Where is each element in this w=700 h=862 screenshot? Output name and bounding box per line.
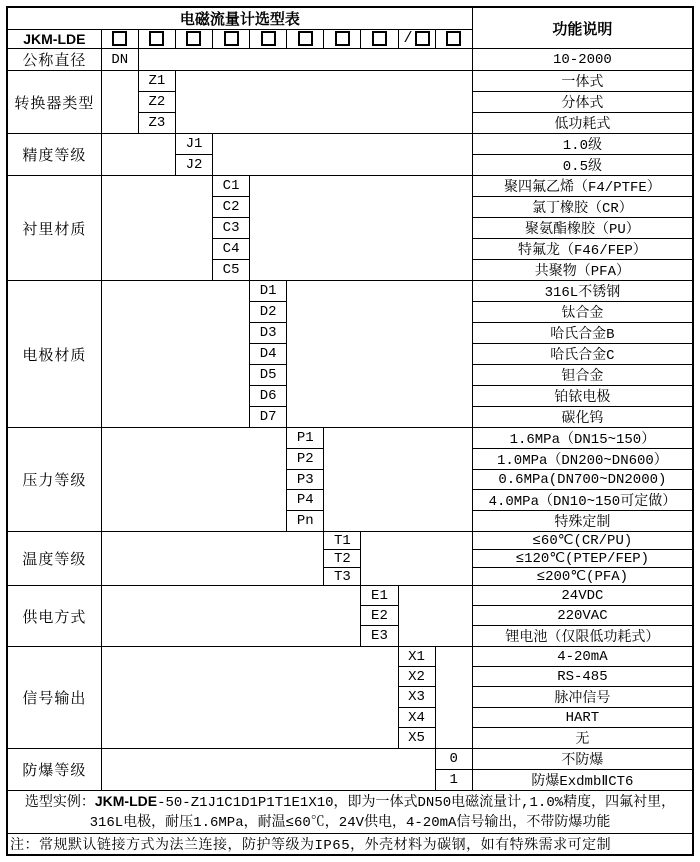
spacer-cell [101,428,286,532]
checkbox-icon [335,31,350,46]
checkbox-icon [298,31,313,46]
spacer-cell [250,176,473,281]
code-cell: X1 [398,647,435,667]
code-cell: Z1 [138,71,175,92]
desc-cell: ≤60℃(CR/PU) [472,532,693,550]
code-cell: E2 [361,606,398,626]
model-box-cell-10 [435,30,472,49]
section-label-pressure: 压力等级 [7,428,101,532]
table-row [7,176,693,197]
selection-example [7,791,693,834]
spacer-cell [324,428,472,532]
code-cell: 0 [435,749,472,770]
example-text-line2: 316L电极，耐压1.6MPa，耐温≤60℃，24V供电，4-20mA信号输出，不带防爆功能 [89,815,611,831]
checkbox-icon [224,31,239,46]
code-cell: Z3 [138,113,175,134]
table-row [7,134,693,155]
model-box-cell-4 [213,30,250,49]
code-cell: D7 [250,407,287,428]
spacer-cell [101,586,361,647]
code-cell: DN [101,49,138,71]
spacer-cell [101,134,175,176]
code-cell: J1 [175,134,212,155]
spacer-cell [213,134,473,176]
spacer-cell [175,71,472,134]
table-row [7,532,693,550]
checkbox-icon [261,31,276,46]
code-cell: Z2 [138,92,175,113]
code-cell: E3 [361,626,398,647]
code-cell: 1 [435,770,472,791]
desc-cell: 10-2000 [472,49,693,71]
code-cell: C5 [213,260,250,281]
title-row [7,7,693,30]
spacer-cell [101,281,249,428]
desc-cell: 0.5级 [472,155,693,176]
desc-cell: 无 [472,728,693,749]
code-cell: P2 [287,449,324,470]
code-cell: C4 [213,239,250,260]
desc-cell: 防爆ExdmbⅡCT6 [472,770,693,791]
note-row [7,834,693,856]
table-row [7,586,693,606]
code-cell: T2 [324,550,361,568]
checkbox-icon [372,31,387,46]
desc-cell: 聚氨酯橡胶（PU） [472,218,693,239]
checkbox-icon [149,31,164,46]
desc-cell: 哈氏合金B [472,323,693,344]
desc-cell: HART [472,708,693,728]
desc-cell: 0.6MPa(DN700~DN2000) [472,470,693,490]
model-box-cell-6 [287,30,324,49]
desc-cell: 316L不锈钢 [472,281,693,302]
function-column-header: 功能说明 [472,7,693,49]
desc-cell: 特殊定制 [472,511,693,532]
code-cell: X4 [398,708,435,728]
section-label-accuracy: 精度等级 [7,134,101,176]
checkbox-icon [446,31,461,46]
checkbox-icon [186,31,201,46]
desc-cell: 4-20mA [472,647,693,667]
desc-cell: 特氟龙（F46/FEP） [472,239,693,260]
model-box-cell-3 [175,30,212,49]
spacer-cell [398,586,472,647]
example-model-code: JKM-LDE [94,793,158,809]
spacer-cell [101,647,398,749]
code-cell: T3 [324,568,361,586]
slash-separator: / [403,30,413,48]
code-cell: T1 [324,532,361,550]
code-cell: D3 [250,323,287,344]
desc-cell: 碳化钨 [472,407,693,428]
section-label-temperature: 温度等级 [7,532,101,586]
model-box-cell-5 [250,30,287,49]
desc-cell: 1.0MPa（DN200~DN600） [472,449,693,470]
desc-cell: ≤120℃(PTEP/FEP) [472,550,693,568]
table-row [7,281,693,302]
code-cell: D2 [250,302,287,323]
desc-cell: 不防爆 [472,749,693,770]
desc-cell: 分体式 [472,92,693,113]
desc-cell: 共聚物（PFA） [472,260,693,281]
section-label-signal-output: 信号输出 [7,647,101,749]
desc-cell: 24VDC [472,586,693,606]
code-cell: E1 [361,586,398,606]
code-cell: X3 [398,687,435,708]
table-row [7,49,693,71]
code-cell: P4 [287,490,324,511]
code-cell: X2 [398,667,435,687]
desc-cell: 钛合金 [472,302,693,323]
spacer-cell [101,749,435,791]
model-box-cell-9 [398,30,435,49]
example-text-line1: -50-Z1J1C1D1P1T1E1X10，即为一体式DN50电磁流量计,1.0%精度，四氟衬里， [157,795,676,811]
section-label-converter-type: 转换器类型 [7,71,101,134]
desc-cell: 低功耗式 [472,113,693,134]
section-label-nominal-diameter: 公称直径 [7,49,101,71]
desc-cell: 聚四氟乙烯（F4/PTFE） [472,176,693,197]
spacer-cell [361,532,472,586]
code-cell: D1 [250,281,287,302]
checkbox-icon [112,31,127,46]
code-cell: Pn [287,511,324,532]
table-row [7,749,693,770]
spacer-cell [287,281,473,428]
spacer-cell [138,49,472,71]
desc-cell: 铂铱电极 [472,386,693,407]
code-cell: D6 [250,386,287,407]
desc-cell: 锂电池（仅限低功耗式） [472,626,693,647]
example-row [7,791,693,834]
desc-cell: 钽合金 [472,365,693,386]
note-text: 注：常规默认链接方式为法兰连接，防护等级为IP65，外壳材料为碳钢，如有特殊需求可定制 [7,834,693,856]
model-box-cell-7 [324,30,361,49]
model-box-cell-2 [138,30,175,49]
desc-cell: 1.0级 [472,134,693,155]
desc-cell: 氯丁橡胶（CR） [472,197,693,218]
spacer-cell [101,176,212,281]
desc-cell: 4.0MPa（DN10~150可定做） [472,490,693,511]
code-cell: D5 [250,365,287,386]
section-label-electrode: 电极材质 [7,281,101,428]
section-label-power-supply: 供电方式 [7,586,101,647]
desc-cell: 220VAC [472,606,693,626]
table-row [7,647,693,667]
section-label-explosion-proof: 防爆等级 [7,749,101,791]
code-cell: C1 [213,176,250,197]
desc-cell: 脉冲信号 [472,687,693,708]
code-cell: X5 [398,728,435,749]
selection-table [6,6,694,856]
desc-cell: 哈氏合金C [472,344,693,365]
example-prefix: 选型实例： [24,795,95,811]
code-cell: C2 [213,197,250,218]
model-name: JKM-LDE [7,30,101,49]
section-label-lining: 衬里材质 [7,176,101,281]
table-row [7,71,693,92]
spacer-cell [101,71,138,134]
desc-cell: 1.6MPa（DN15~150） [472,428,693,449]
model-box-cell-8 [361,30,398,49]
checkbox-icon [415,31,430,46]
code-cell: J2 [175,155,212,176]
code-cell: C3 [213,218,250,239]
desc-cell: ≤200℃(PFA) [472,568,693,586]
code-cell: P1 [287,428,324,449]
table-row [7,428,693,449]
desc-cell: 一体式 [472,71,693,92]
model-box-cell-1 [101,30,138,49]
desc-cell: RS-485 [472,667,693,687]
code-cell: D4 [250,344,287,365]
code-cell: P3 [287,470,324,490]
spacer-cell [101,532,324,586]
spacer-cell [435,647,472,749]
page-title: 电磁流量计选型表 [7,7,472,30]
